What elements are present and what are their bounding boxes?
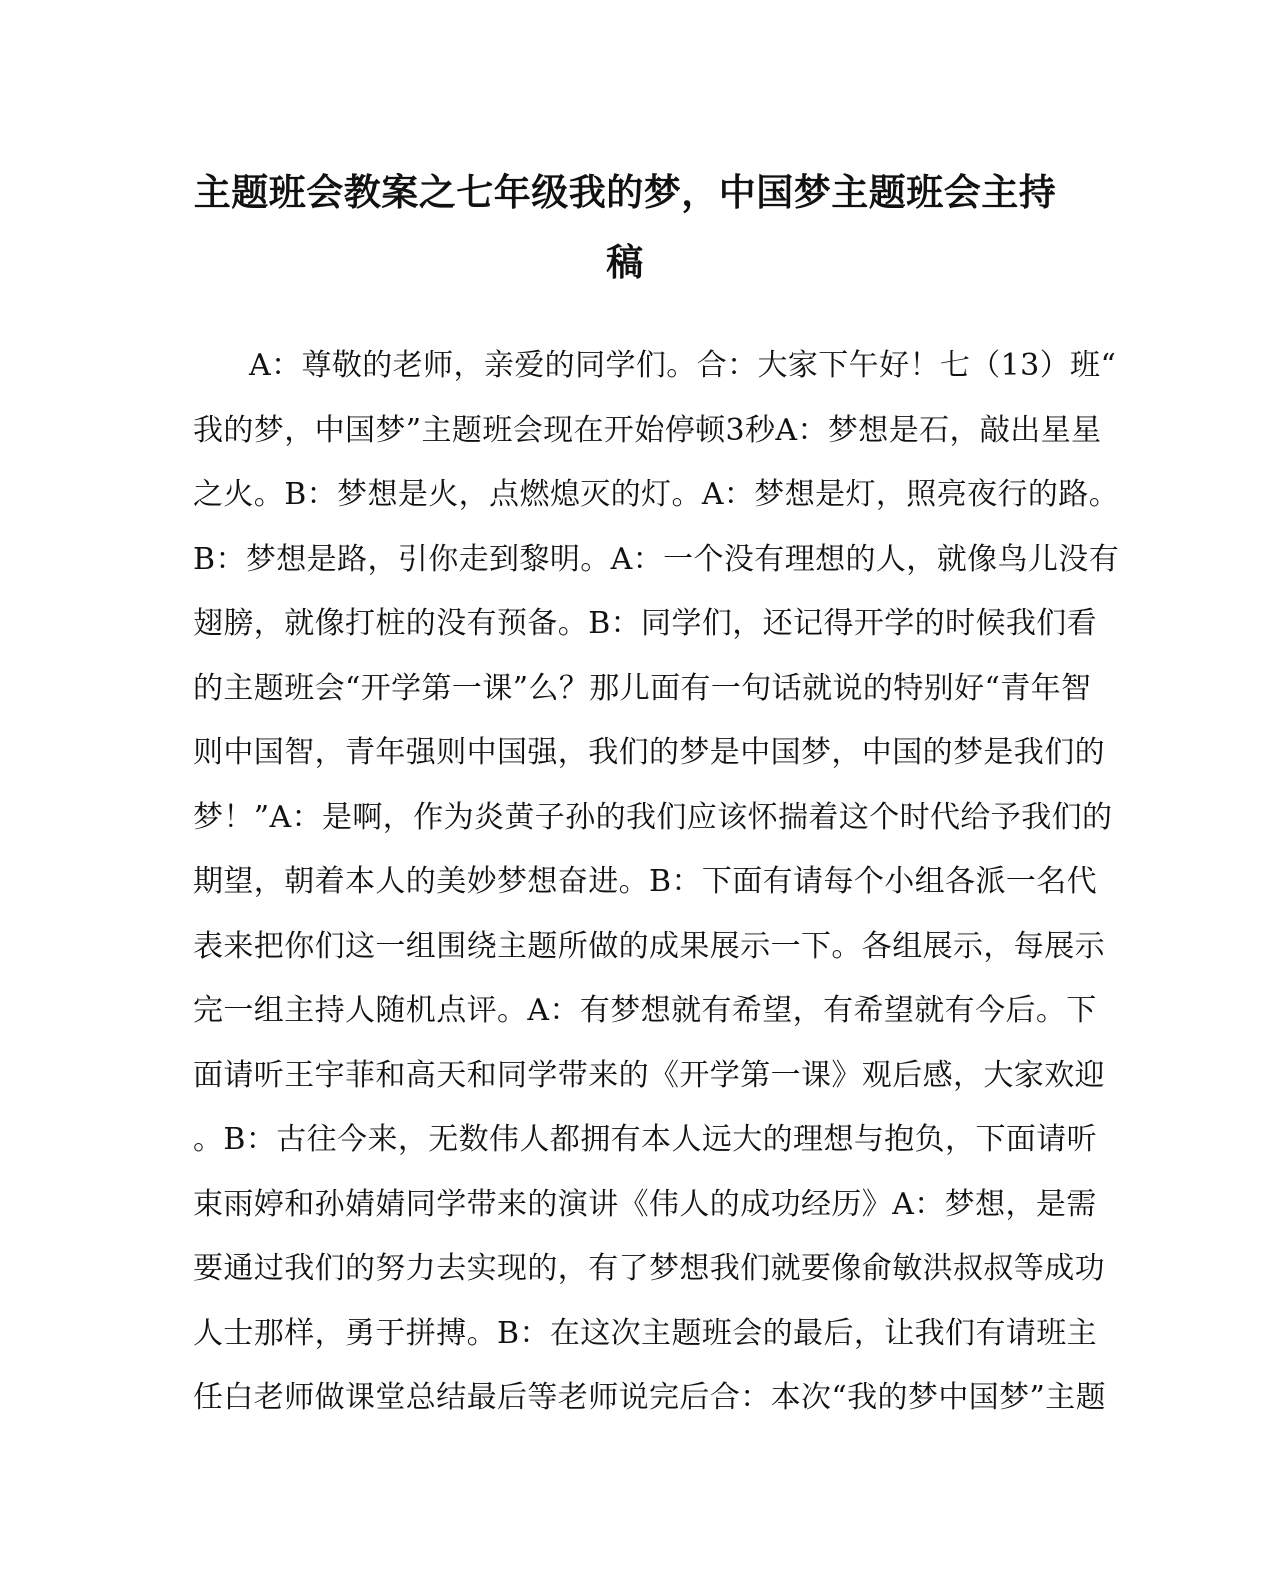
body-line: 完一组主持人随机点评。A：有梦想就有希望，有希望就有今后。下 [193, 993, 1097, 1028]
body-line: 则中国智，青年强则中国强，我们的梦是中国梦，中国的梦是我们的 [193, 735, 1105, 770]
body-line: 期望，朝着本人的美妙梦想奋进。B：下面有请每个小组各派一名代 [193, 864, 1098, 899]
body-line: 束雨婷和孙婧婧同学带来的演讲《伟人的成功经历》A：梦想，是需 [193, 1186, 1097, 1222]
body-line: 梦！”A：是啊，作为炎黄子孙的我们应该怀揣着这个时代给予我们的 [193, 799, 1113, 835]
title-line: 主题班会教案之七年级我的梦，中国梦主题班会主持 [193, 171, 1057, 214]
body-line: 要通过我们的努力去实现的，有了梦想我们就要像俞敏洪叔叔等成功 [193, 1251, 1105, 1286]
title-line: 稿 [606, 241, 644, 284]
body-line: 翅膀，就像打桩的没有预备。B：同学们，还记得开学的时候我们看 [193, 606, 1098, 641]
body-line: 我的梦，中国梦”主题班会现在开始停顿3秒A：梦想是石，敲出星星 [193, 412, 1102, 448]
body-line: 表来把你们这一组围绕主题所做的成果展示一下。各组展示，每展示 [193, 928, 1105, 964]
body-line: B：梦想是路，引你走到黎明。A：一个没有理想的人，就像鸟儿没有 [193, 541, 1120, 577]
body-line: 之火。B：梦想是火，点燃熄灭的灯。A：梦想是灯，照亮夜行的路。 [193, 477, 1120, 512]
body-line: 。B：古往今来，无数伟人都拥有本人远大的理想与抱负，下面请听 [193, 1122, 1098, 1157]
document-title [190, 158, 1060, 298]
body-line: 的主题班会“开学第一课”么？那儿面有一句话就说的特别好“青年智 [193, 670, 1092, 706]
body-line: 任白老师做课堂总结最后等老师说完后合：本次“我的梦中国梦”主题 [193, 1380, 1107, 1415]
body-line: 人士那样，勇于拼搏。B：在这次主题班会的最后，让我们有请班主 [193, 1315, 1098, 1351]
body-line: 面请听王宇菲和高天和同学带来的《开学第一课》观后感，大家欢迎 [193, 1057, 1105, 1093]
document-body [193, 334, 1120, 1431]
body-line: A：尊敬的老师，亲爱的同学们。合：大家下午好！七（13）班“ [249, 348, 1117, 383]
